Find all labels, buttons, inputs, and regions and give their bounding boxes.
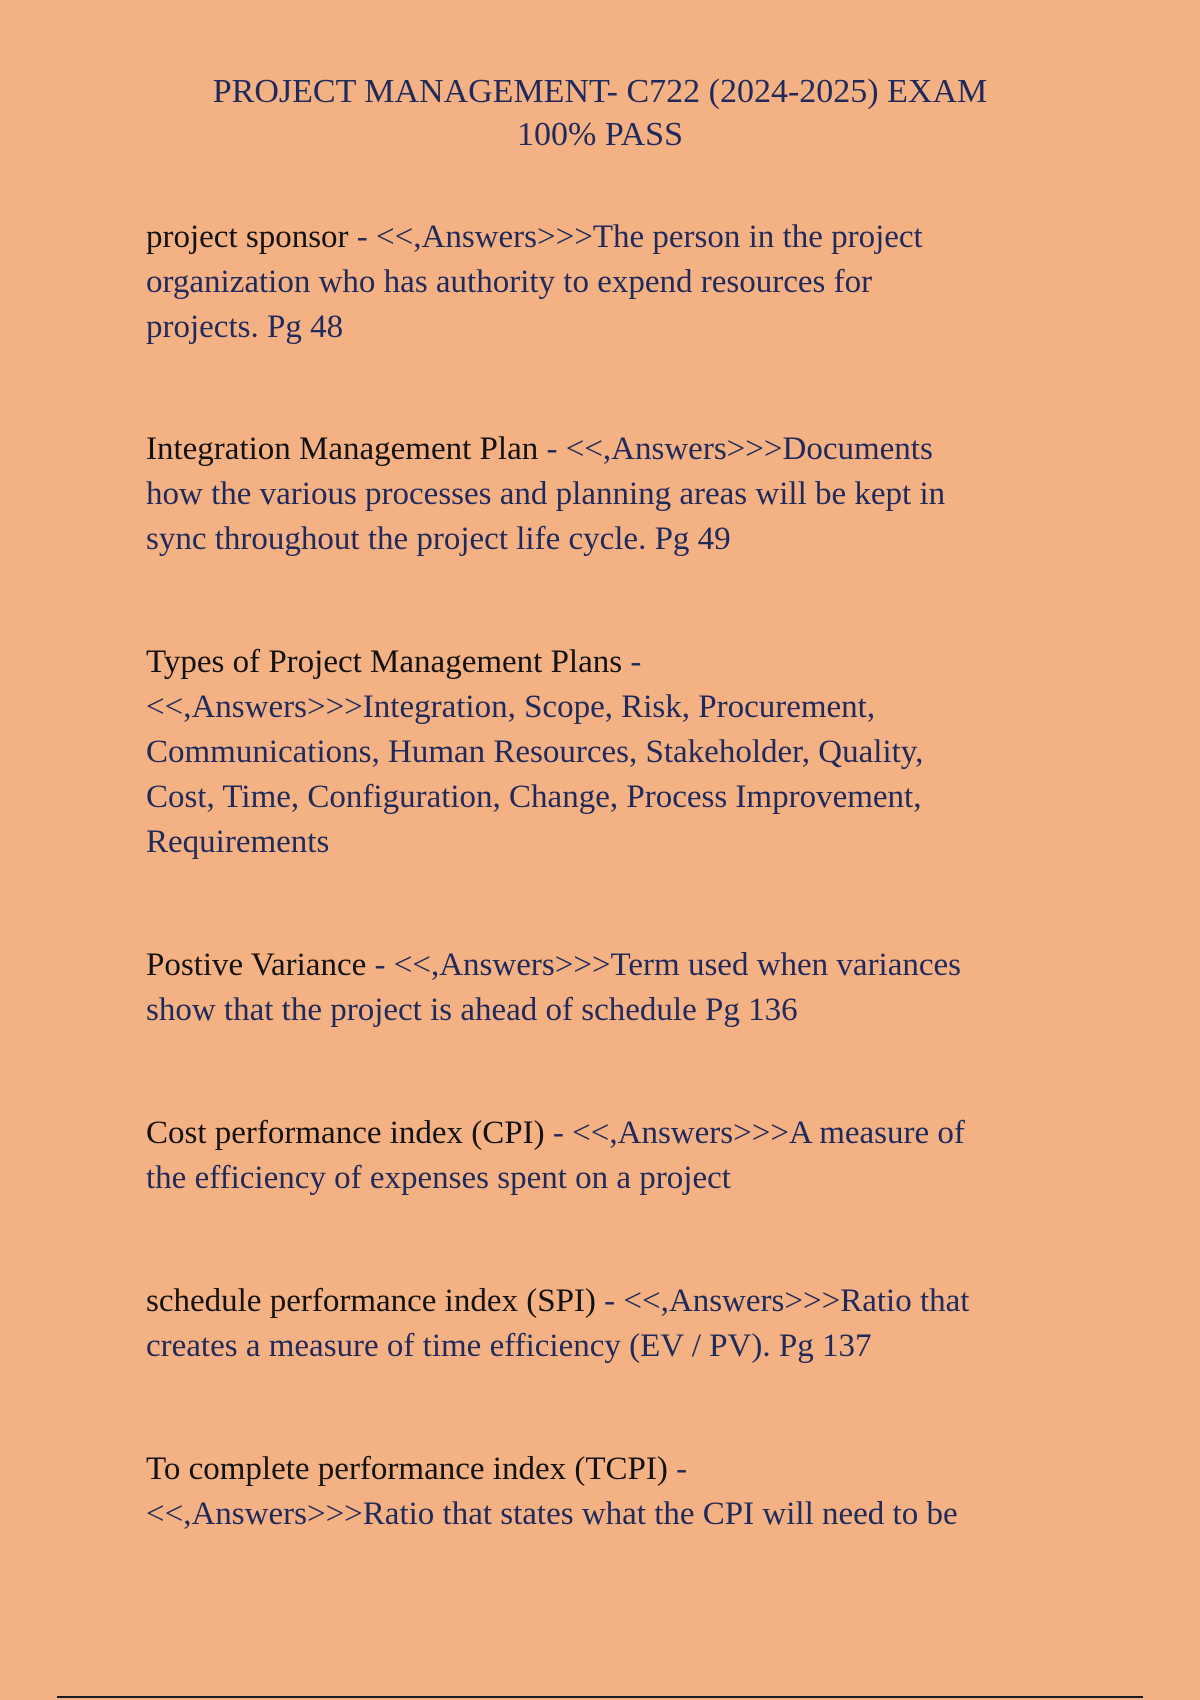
entry-line: how the various processes and planning areas will be kept in bbox=[146, 476, 946, 512]
entry-term: To complete performance index (TCPI) bbox=[146, 1451, 668, 1487]
entry-line bbox=[146, 943, 1076, 988]
flashcard-entry-cost-performance-index bbox=[146, 1111, 1076, 1201]
page-title bbox=[0, 70, 1200, 156]
flashcard-entry-schedule-performance-index bbox=[146, 1279, 1076, 1369]
entry-line: projects. Pg 48 bbox=[146, 309, 344, 345]
entry-line bbox=[146, 1279, 1076, 1324]
entry-line: <<,Answers>>>Ratio that states what the CPI will need to be bbox=[146, 1496, 958, 1532]
entry-line: Cost, Time, Configuration, Change, Process Improvement, bbox=[146, 779, 922, 815]
entry-definition: - bbox=[667, 1451, 688, 1487]
entry-line bbox=[146, 1111, 1076, 1156]
entry-line: creates a measure of time efficiency (EV / PV). Pg 137 bbox=[146, 1328, 872, 1364]
entry-term: schedule performance index (SPI) bbox=[146, 1283, 596, 1319]
entry-line: show that the project is ahead of schedule Pg 136 bbox=[146, 992, 798, 1028]
entry-line: organization who has authority to expend resources for bbox=[146, 264, 873, 300]
flashcard-entry-postive-variance bbox=[146, 943, 1076, 1033]
flashcard-entry-integration-management-plan bbox=[146, 427, 1076, 562]
footer-divider bbox=[57, 1696, 1143, 1698]
entry-definition: - <<,Answers>>>Ratio that bbox=[595, 1283, 970, 1319]
flashcard-entry-to-complete-performance-index bbox=[146, 1447, 1076, 1537]
entry-line bbox=[146, 427, 1076, 472]
entry-definition: - <<,Answers>>>Term used when variances bbox=[366, 947, 962, 983]
flashcard-entry-types-of-project-management-plans bbox=[146, 640, 1076, 865]
entry-definition: - <<,Answers>>>Documents bbox=[538, 431, 933, 467]
entry-line: the efficiency of expenses spent on a project bbox=[146, 1160, 731, 1196]
entry-definition: - <<,Answers>>>The person in the project bbox=[348, 219, 923, 255]
entry-line: <<,Answers>>>Integration, Scope, Risk, Procurement, bbox=[146, 689, 876, 725]
page-title-line-2: 100% PASS bbox=[517, 116, 683, 153]
entry-line bbox=[146, 1447, 1076, 1492]
entry-term: Cost performance index (CPI) bbox=[146, 1115, 545, 1151]
entry-line bbox=[146, 640, 1076, 685]
entry-definition: - <<,Answers>>>A measure of bbox=[544, 1115, 965, 1151]
entry-line: sync throughout the project life cycle. Pg 49 bbox=[146, 521, 731, 557]
entry-term: Integration Management Plan bbox=[146, 431, 539, 467]
entry-term: Types of Project Management Plans bbox=[146, 644, 623, 680]
entry-term: Postive Variance bbox=[146, 947, 367, 983]
entry-line: Requirements bbox=[146, 824, 330, 860]
flashcard-entry-project-sponsor bbox=[146, 215, 1076, 350]
entry-line: Communications, Human Resources, Stakeholder, Quality, bbox=[146, 734, 924, 770]
page-title-line-1: PROJECT MANAGEMENT- C722 (2024-2025) EXAM bbox=[212, 73, 988, 110]
entry-term: project sponsor bbox=[146, 219, 349, 255]
entry-line bbox=[146, 215, 1076, 260]
entry-definition: - bbox=[622, 644, 642, 680]
